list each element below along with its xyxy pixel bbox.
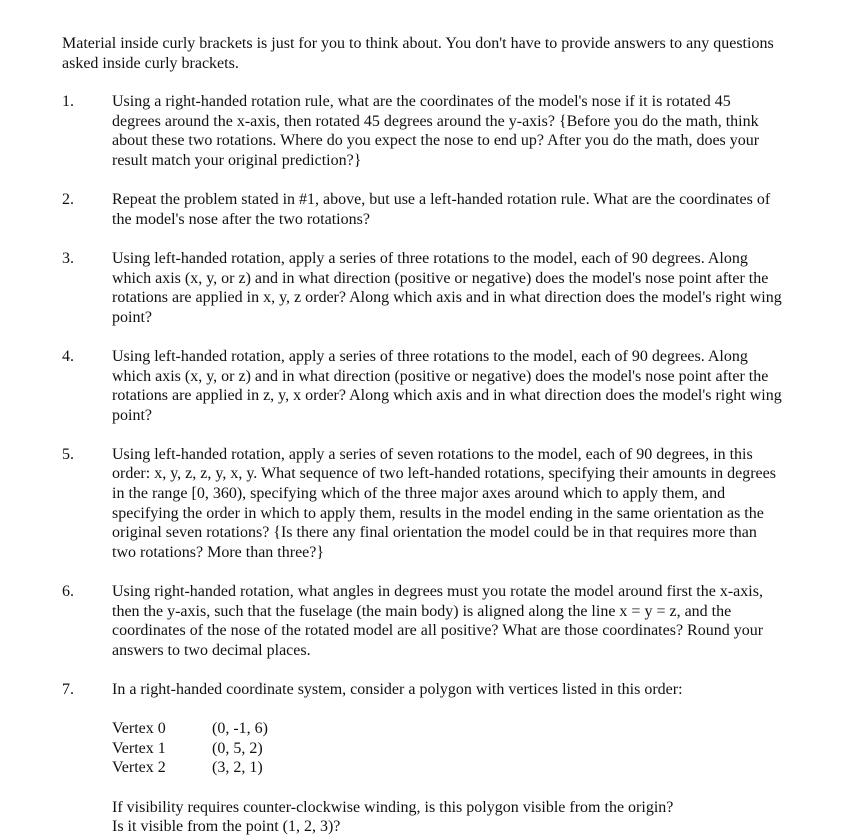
question-number: 1.: [62, 93, 74, 111]
question-6: [62, 582, 782, 660]
question-text: Using right-handed rotation, what angles in degrees must you rotate the model around first the x-axis, then the y-axis, such that the fuselage (the main body) is aligned along the line x = y = z, and the coordinates of the nose of the rotated model are all positive? What are those coordinates? Round your answers to two decimal places.: [112, 583, 764, 659]
vertex-label: Vertex 2: [112, 759, 166, 777]
vertex-coords: (3, 2, 1): [212, 759, 263, 777]
question-3: [62, 249, 782, 327]
vertex-row: [112, 719, 268, 739]
follow-up-line: If visibility requires counter-clockwise winding, is this polygon visible from the origin?: [112, 798, 674, 816]
question-2: [62, 190, 782, 229]
question-text: Using a right-handed rotation rule, what are the coordinates of the model's nose if it is rotated 45 degrees around the x-axis, then rotated 45 degrees around the y-axis? {Before you do the math, think about these two rotations. Where do you expect the nose to end up? After you do the math, does your result match your original prediction?}: [112, 93, 760, 169]
question-5: [62, 445, 782, 563]
question-7: [62, 680, 782, 700]
vertex-table: [112, 719, 268, 778]
question-text: Using left-handed rotation, apply a series of three rotations to the model, each of 90 degrees. Along which axis (x, y, or z) and in what direction (positive or negative) does the model's nose point after the rotations are applied in x, y, z order? Along which axis and in what direction does the model's right wing point?: [112, 249, 782, 326]
vertex-row: [112, 758, 268, 778]
question-number: 6.: [62, 583, 74, 601]
vertex-coords: (0, 5, 2): [212, 739, 263, 757]
document-page: [62, 34, 782, 837]
question-number: 5.: [62, 445, 74, 463]
question-number: 3.: [62, 249, 74, 267]
question-7-follow-up: [62, 798, 782, 837]
vertex-coords: (0, -1, 6): [212, 720, 268, 738]
intro-paragraph: Material inside curly brackets is just for you to think about. You don't have to provide answers to any questions asked inside curly brackets.: [62, 35, 774, 72]
follow-up-line: Is it visible from the point (1, 2, 3)?: [112, 818, 341, 836]
question-number: 7.: [62, 681, 74, 698]
question-text: Repeat the problem stated in #1, above, but use a left-handed rotation rule. What are the coordinates of the model's nose after the two rotations?: [112, 191, 771, 228]
question-number: 4.: [62, 347, 74, 365]
question-4: [62, 347, 782, 425]
question-text: In a right-handed coordinate system, consider a polygon with vertices listed in this order:: [112, 681, 683, 698]
question-text: Using left-handed rotation, apply a series of three rotations to the model, each of 90 degrees. Along which axis (x, y, or z) and in what direction (positive or negative) does the model's nose point after the rotations are applied in z, y, x order? Along which axis and in what direction does the model's right wing point?: [112, 347, 782, 424]
vertex-label: Vertex 1: [112, 739, 166, 757]
vertex-row: [112, 739, 268, 759]
question-text: Using left-handed rotation, apply a series of seven rotations to the model, each of 90 degrees, in this order: x, y, z, z, y, x, y. What sequence of two left-handed rotations, specifying their amounts in degrees in the range [0, 360), specifying which of the three major axes around which to apply them, and specifying the order in which to apply them, results in the model ending in the same orientation as the original seven rotations? {Is there any final orientation the model could be in that requires more than two rotations? More than three?}: [112, 445, 776, 561]
question-1: [62, 92, 782, 170]
question-number: 2.: [62, 191, 74, 209]
vertex-label: Vertex 0: [112, 720, 166, 738]
